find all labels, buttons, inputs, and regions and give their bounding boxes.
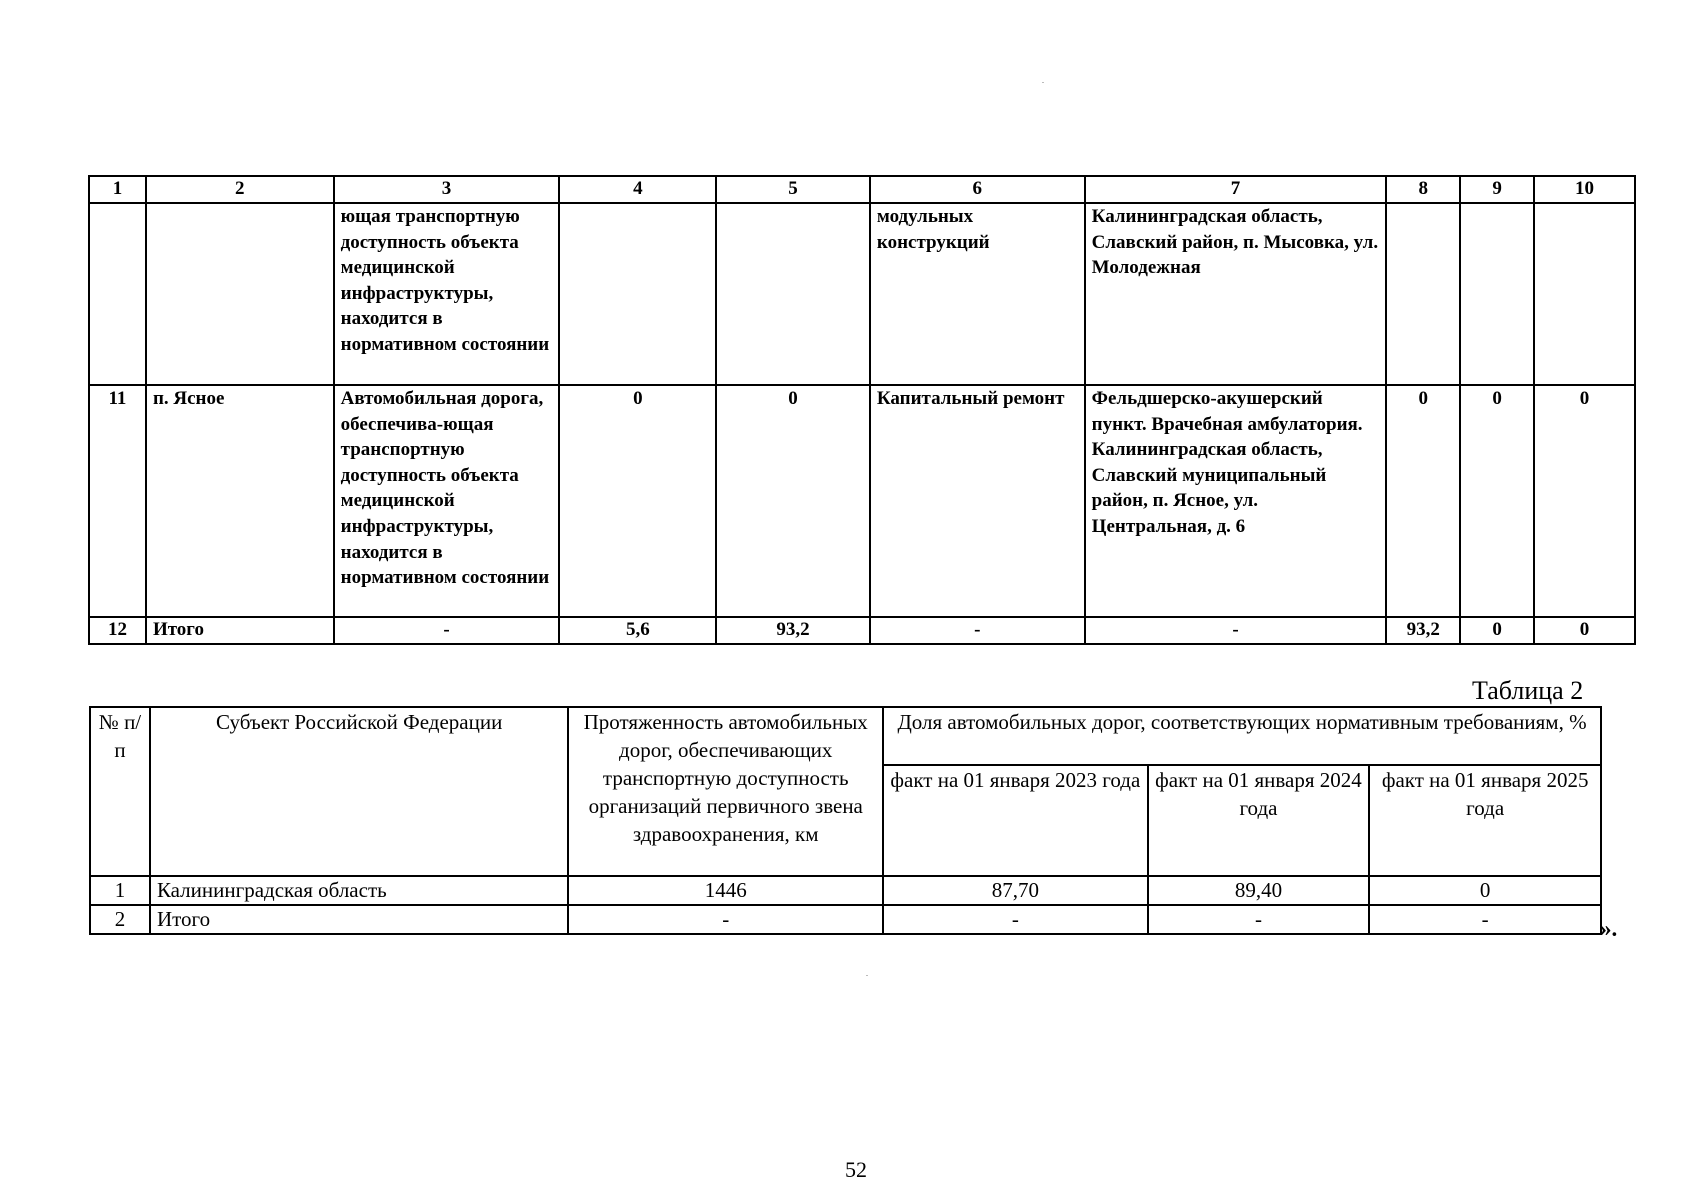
value-cell: - [568, 905, 883, 934]
column-number: 1 [89, 176, 146, 203]
subject-header: Субъект Российской Федерации [150, 707, 568, 876]
value-cell [716, 203, 870, 385]
settlement-cell [146, 203, 334, 385]
length-header: Протяженность автомобильных дорог, обеспечивающих транспортную доступность организаций первичного звена здравоохранения, км [568, 707, 883, 876]
subject-cell: Калининградская область [150, 876, 568, 905]
column-number: 6 [870, 176, 1085, 203]
value-cell: - [1085, 617, 1387, 644]
number-header: № п/п [90, 707, 150, 876]
table-total-row [90, 905, 1601, 934]
row-number [89, 203, 146, 385]
value-cell: 0 [716, 385, 870, 617]
scan-speck [1042, 82, 1044, 83]
value-cell: 87,70 [883, 876, 1148, 905]
column-number: 10 [1534, 176, 1635, 203]
work-type-cell: модульных конструкций [870, 203, 1085, 385]
value-cell: 89,40 [1148, 876, 1370, 905]
column-number: 8 [1386, 176, 1460, 203]
table-2-header-row [90, 707, 1601, 765]
value-cell: 0 [1460, 385, 1534, 617]
table-2 [89, 706, 1602, 935]
table-total-row [89, 617, 1635, 644]
total-label: Итого [150, 905, 568, 934]
road-description-cell: Автомобильная дорога, обеспечива-ющая транспортную доступность объекта медицинской инфраструктуры, находится в нормативном состоянии [334, 385, 560, 617]
value-cell: 0 [1369, 876, 1601, 905]
value-cell: 5,6 [559, 617, 716, 644]
table-1 [88, 175, 1636, 645]
value-cell [1386, 203, 1460, 385]
value-cell: 0 [1534, 385, 1635, 617]
closing-quote-mark: ». [1600, 916, 1618, 941]
fact-2023-header: факт на 01 января 2023 года [883, 765, 1148, 876]
fact-2024-header: факт на 01 января 2024 года [1148, 765, 1370, 876]
value-cell: 0 [1460, 617, 1534, 644]
table-row [89, 203, 1635, 385]
facility-address-cell: Калининградская область, Славский район, п. Мысовка, ул. Молодежная [1085, 203, 1387, 385]
value-cell: 0 [559, 385, 716, 617]
page-number: 52 [845, 1157, 867, 1182]
table-row [89, 385, 1635, 617]
value-cell: - [1369, 905, 1601, 934]
value-cell: 0 [1534, 617, 1635, 644]
row-number: 1 [90, 876, 150, 905]
column-number: 9 [1460, 176, 1534, 203]
fact-2025-header: факт на 01 января 2025 года [1369, 765, 1601, 876]
value-cell [1460, 203, 1534, 385]
column-number: 5 [716, 176, 870, 203]
row-number: 11 [89, 385, 146, 617]
road-description-cell: ющая транспортную доступность объекта медицинской инфраструктуры, находится в нормативном состоянии [334, 203, 560, 385]
column-number: 3 [334, 176, 560, 203]
row-number: 12 [89, 617, 146, 644]
table-2-caption: Таблица 2 [1472, 676, 1584, 705]
value-cell: - [870, 617, 1085, 644]
table-row [90, 876, 1601, 905]
value-cell: 0 [1386, 385, 1460, 617]
row-number: 2 [90, 905, 150, 934]
scan-speck [866, 975, 868, 976]
facility-address-cell: Фельдшерско-акушерский пункт. Врачебная амбулатория. Калининградская область, Славский муниципальный район, п. Ясное, ул. Центральная, д. 6 [1085, 385, 1387, 617]
work-type-cell: Капитальный ремонт [870, 385, 1085, 617]
share-header: Доля автомобильных дорог, соответствующих нормативным требованиям, % [883, 707, 1601, 765]
value-cell [1534, 203, 1635, 385]
column-number: 7 [1085, 176, 1387, 203]
value-cell [559, 203, 716, 385]
value-cell: - [883, 905, 1148, 934]
value-cell: 93,2 [716, 617, 870, 644]
table-1-header-row [89, 176, 1635, 203]
value-cell: 93,2 [1386, 617, 1460, 644]
settlement-cell: п. Ясное [146, 385, 334, 617]
total-label: Итого [146, 617, 334, 644]
value-cell: - [334, 617, 560, 644]
column-number: 2 [146, 176, 334, 203]
value-cell: - [1148, 905, 1370, 934]
column-number: 4 [559, 176, 716, 203]
value-cell: 1446 [568, 876, 883, 905]
